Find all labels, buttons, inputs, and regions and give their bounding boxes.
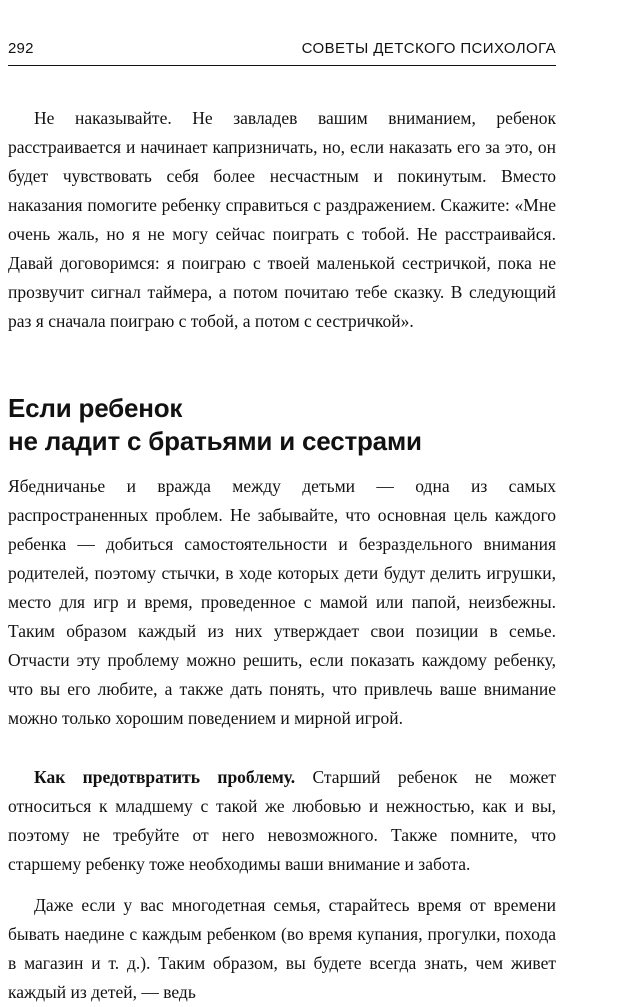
book-title: СОВЕТЫ ДЕТСКОГО ПСИХОЛОГА	[301, 40, 556, 57]
paragraph-do-not-punish: Не наказывайте. Не завладев вашим вниманием, ребенок расстраивается и начинает капризничать, но, если наказать его за это, он будет чувствовать себя более несчастным и покинутым. Вместо наказания помогите ребенку справиться с раздражением. Скажите: «Мне очень жаль, но я не могу сейчас поиграть с тобой. Не расстраивайся. Давай договоримся: я поиграю с твоей маленькой сестричкой, пока не прозвучит сигнал таймера, а потом почитаю тебе сказку. В следующий раз я сначала поиграю с тобой, а потом с сестричкой».	[8, 108, 556, 331]
paragraph-prevention	[8, 763, 556, 879]
section-heading-line2: не ладит с братьями и сестрами	[8, 426, 422, 456]
paragraph-sibling-rivalry: Ябедничанье и вражда между детьми — одна из самых распространенных проблем. Не забывайте, что основная цель каждого ребенка — добиться самостоятельности и безраздельного внимания родителей, поэтому стычки, в ходе которых дети будут делить игрушки, место для игр и время, проведенное с мамой или папой, неизбежны. Таким образом каждый из них утверждает свои позиции в семье. Отчасти эту проблему можно решить, если показать каждому ребенку, что вы его любите, а также дать понять, что привлечь ваше внимание можно только хорошим поведением и мирной игрой.	[8, 476, 556, 728]
paragraph-prevention-lead: Как предотвратить проблему.	[34, 767, 296, 787]
paragraph-large-family: Даже если у вас многодетная семья, старайтесь время от времени бывать наедине с каждым ребенком (во время купания, прогулки, похода в магазин и т. д.). Таким образом, вы будете всегда знать, чем живет каждый из детей, — ведь	[8, 895, 556, 1002]
header-rule	[8, 65, 556, 66]
page-number: 292	[8, 40, 34, 57]
section-heading-line1: Если ребенок	[8, 393, 183, 423]
paragraph-prevention-body: Старший ребенок не может относиться к младшему с такой же любовью и нежностью, как и вы, поэтому не требуйте от него невозможного. Также помните, что старшему ребенку тоже необходимы ваши внимание и забота.	[8, 767, 556, 874]
section-heading	[8, 392, 556, 458]
running-head	[8, 40, 556, 64]
